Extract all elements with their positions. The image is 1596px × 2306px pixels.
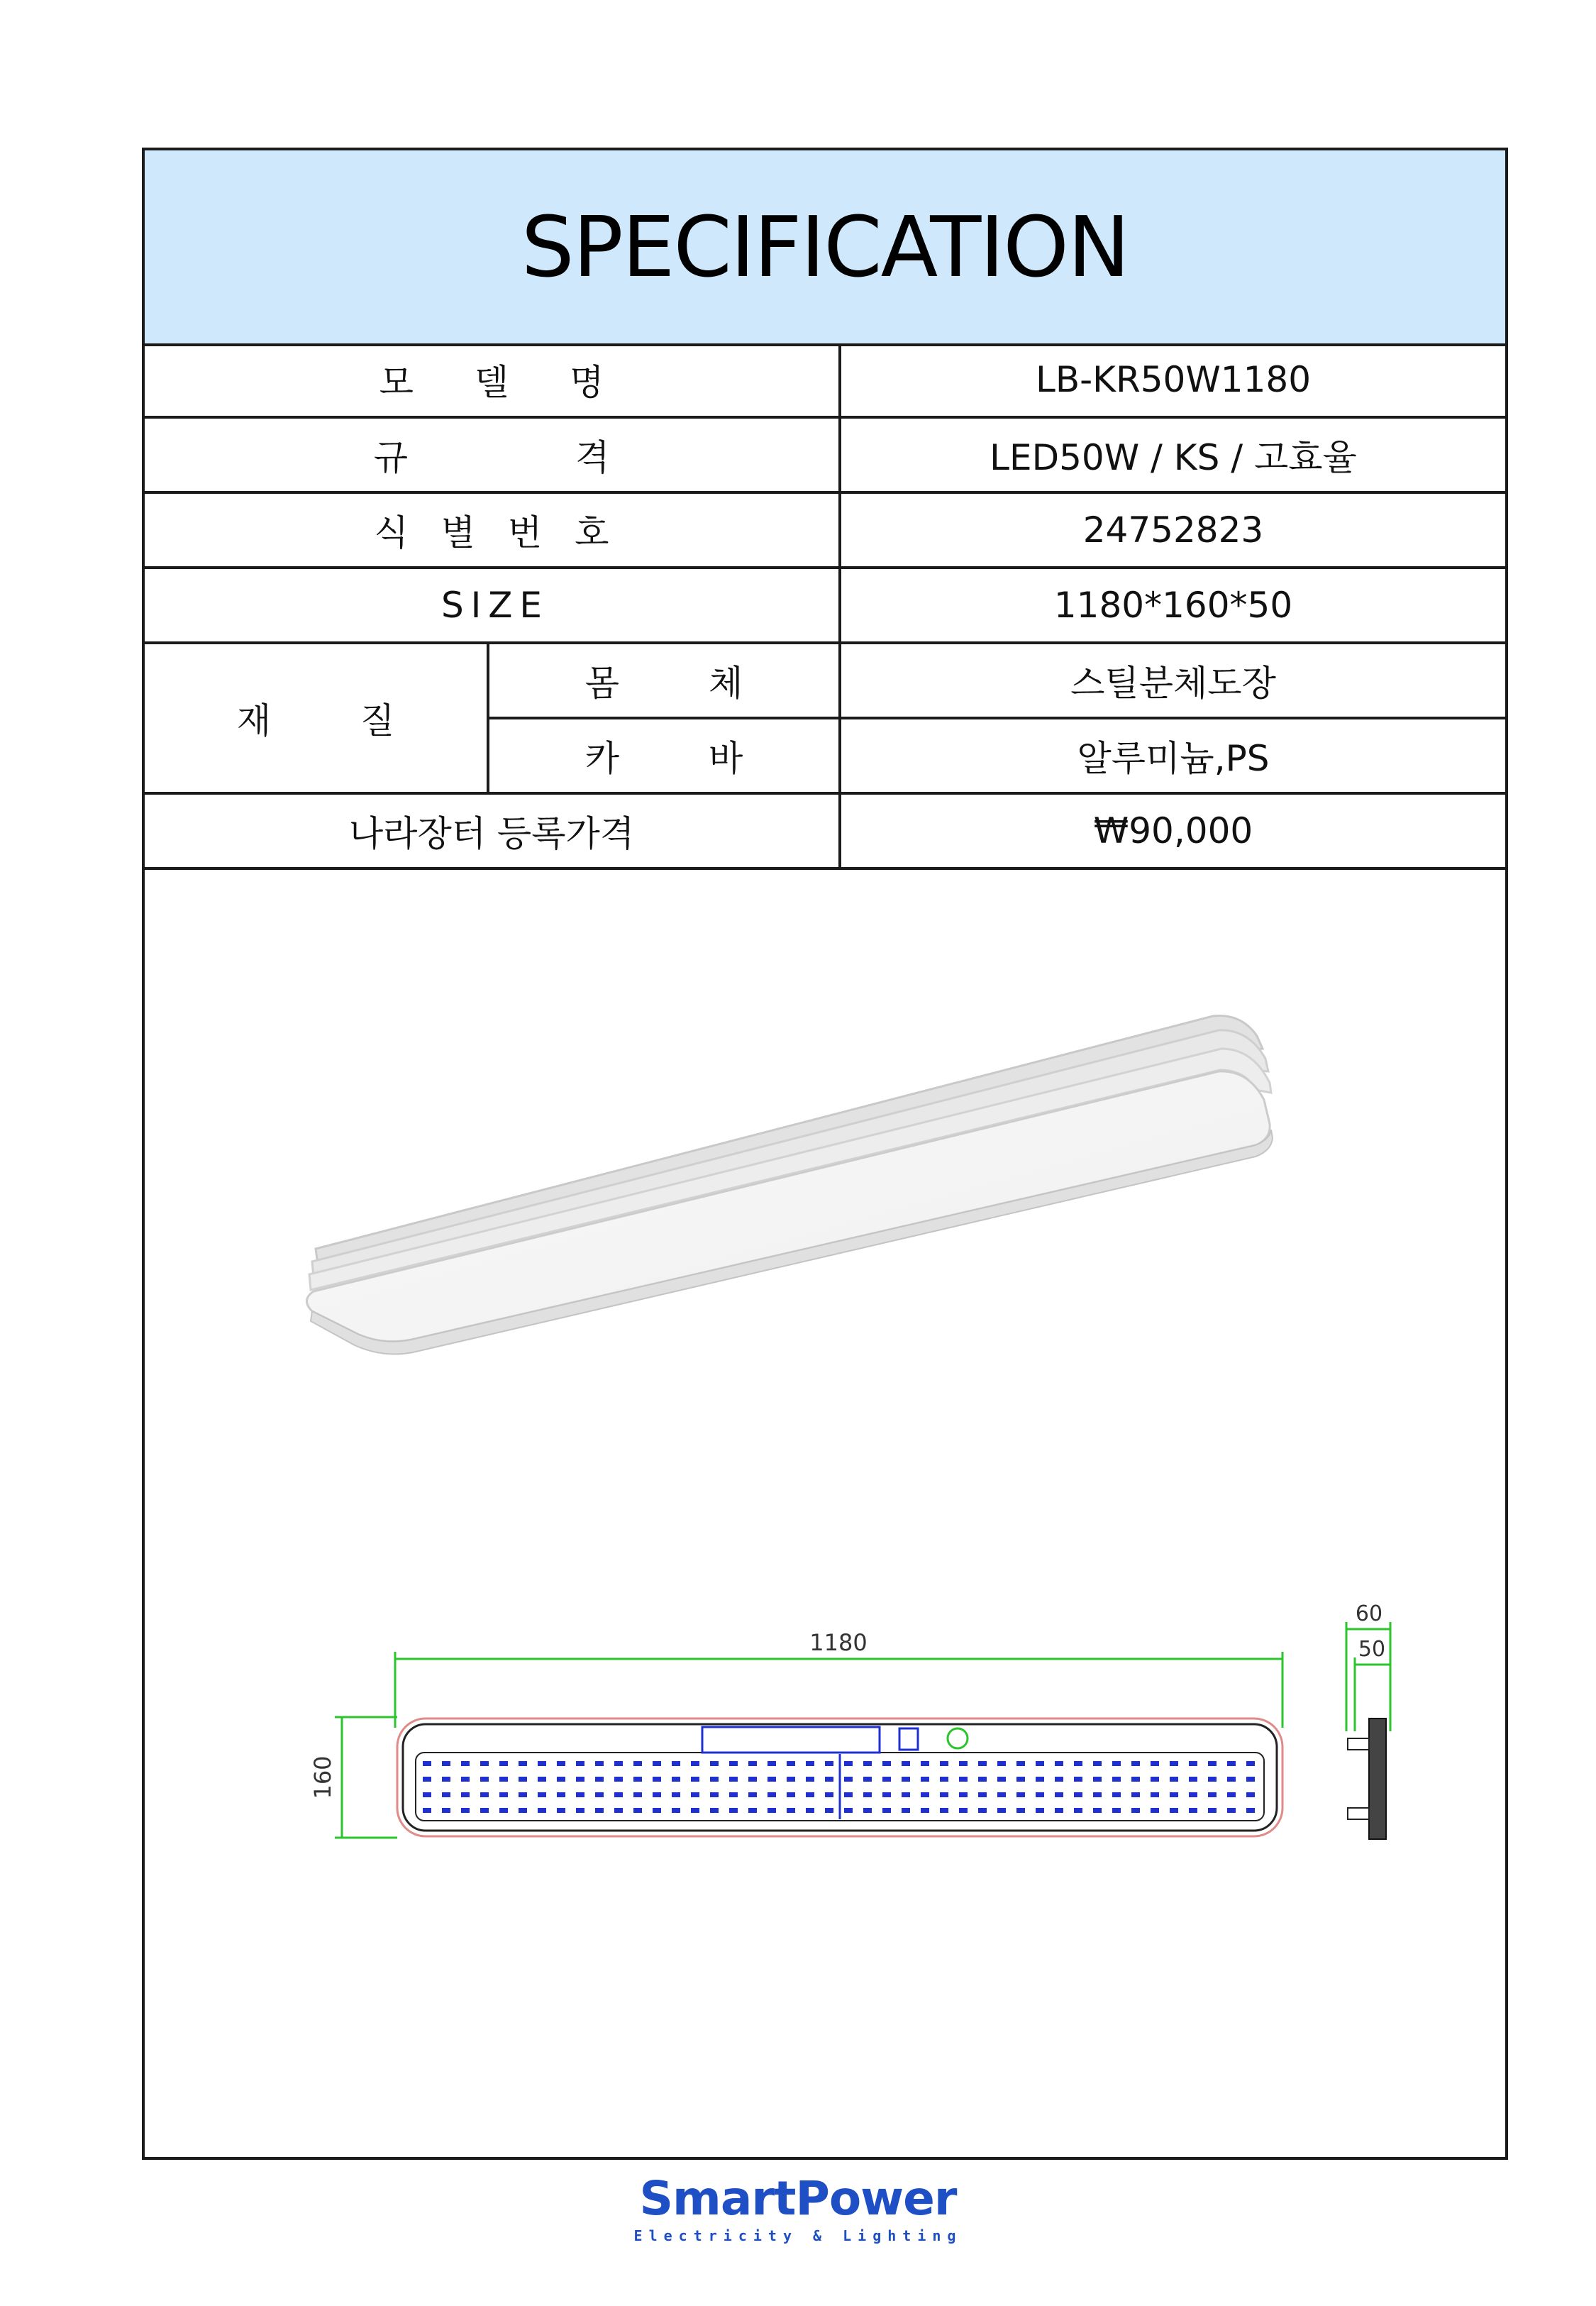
led-chip — [729, 1761, 738, 1766]
logo-tagline: Electricity & Lighting — [633, 2227, 963, 2244]
led-chip — [1016, 1777, 1025, 1782]
led-chip — [1189, 1761, 1197, 1766]
led-chip — [1170, 1808, 1178, 1813]
cover-value: 알루미늄,PS — [840, 718, 1505, 793]
led-chip — [997, 1761, 1006, 1766]
led-chip — [423, 1792, 431, 1797]
brand-logo — [0, 2171, 1596, 2244]
led-chip — [595, 1808, 604, 1813]
led-chip — [1227, 1761, 1236, 1766]
depth-outer-label: 60 — [1355, 1604, 1383, 1626]
led-chip — [825, 1761, 833, 1766]
side-profile — [1369, 1719, 1386, 1839]
led-chip — [633, 1792, 642, 1797]
led-chip — [940, 1761, 948, 1766]
led-chip — [1246, 1808, 1255, 1813]
led-chip — [787, 1808, 795, 1813]
led-chip — [882, 1761, 891, 1766]
led-chip — [767, 1792, 776, 1797]
table-row-size — [145, 568, 1505, 643]
table-row-spec — [145, 417, 1505, 492]
led-chip — [461, 1777, 470, 1782]
led-chip — [442, 1777, 450, 1782]
led-chip — [538, 1761, 546, 1766]
led-chip — [844, 1808, 853, 1813]
led-chip — [1055, 1792, 1063, 1797]
led-chip — [767, 1808, 776, 1813]
terminal-block — [899, 1728, 918, 1750]
led-chip — [1227, 1792, 1236, 1797]
led-chip — [499, 1761, 508, 1766]
led-chip — [653, 1792, 661, 1797]
led-chip — [442, 1761, 450, 1766]
led-chip — [614, 1792, 623, 1797]
led-chip — [519, 1792, 527, 1797]
led-chip — [710, 1808, 719, 1813]
led-chip — [557, 1808, 565, 1813]
led-chip — [1055, 1808, 1063, 1813]
led-chip — [653, 1808, 661, 1813]
led-chip — [1036, 1808, 1044, 1813]
led-chip — [691, 1792, 699, 1797]
led-chip — [1170, 1792, 1178, 1797]
led-chip — [844, 1777, 853, 1782]
led-chip — [1112, 1777, 1121, 1782]
led-chip — [902, 1808, 910, 1813]
led-chip — [921, 1792, 929, 1797]
led-chip — [1170, 1777, 1178, 1782]
led-chip — [519, 1777, 527, 1782]
led-chip — [576, 1761, 584, 1766]
mount-hole — [948, 1728, 968, 1748]
led-chip — [499, 1777, 508, 1782]
table-row-material-body — [145, 643, 1505, 718]
led-chip — [576, 1792, 584, 1797]
led-chip — [538, 1808, 546, 1813]
led-chip — [423, 1777, 431, 1782]
led-chip — [710, 1777, 719, 1782]
led-chip — [461, 1761, 470, 1766]
led-chip — [902, 1792, 910, 1797]
led-chip — [1151, 1777, 1159, 1782]
led-chip — [1208, 1761, 1217, 1766]
led-chip — [1227, 1808, 1236, 1813]
led-chip — [729, 1777, 738, 1782]
led-chip — [1246, 1761, 1255, 1766]
id-value: 24752823 — [840, 492, 1505, 568]
led-chip — [710, 1761, 719, 1766]
spec-label: 규 격 — [145, 417, 840, 492]
led-chip — [480, 1777, 489, 1782]
led-chip — [1074, 1761, 1082, 1766]
led-chip — [1151, 1761, 1159, 1766]
led-chip — [1074, 1792, 1082, 1797]
led-chip — [1151, 1808, 1159, 1813]
led-chip — [1112, 1761, 1121, 1766]
led-chip — [940, 1792, 948, 1797]
led-chip — [787, 1777, 795, 1782]
price-value: ₩90,000 — [840, 793, 1505, 868]
id-label: 식 별 번 호 — [145, 492, 840, 568]
table-row-price — [145, 793, 1505, 868]
led-chip — [423, 1808, 431, 1813]
led-chip — [614, 1761, 623, 1766]
led-chip — [557, 1761, 565, 1766]
led-chip — [748, 1792, 757, 1797]
led-chip — [1131, 1808, 1140, 1813]
led-chip — [1131, 1777, 1140, 1782]
led-chip — [978, 1808, 987, 1813]
led-chip — [978, 1792, 987, 1797]
led-chip — [595, 1792, 604, 1797]
spec-value: LED50W / KS / 고효율 — [840, 417, 1505, 492]
size-value: 1180*160*50 — [840, 568, 1505, 643]
led-chip — [423, 1761, 431, 1766]
led-chip — [480, 1761, 489, 1766]
led-chip — [1189, 1808, 1197, 1813]
led-chip — [1246, 1792, 1255, 1797]
led-chip — [499, 1808, 508, 1813]
model-label: 모 델 명 — [145, 343, 840, 417]
led-chip — [519, 1761, 527, 1766]
led-chip — [1131, 1761, 1140, 1766]
led-chip — [921, 1777, 929, 1782]
length-label: 1180 — [809, 1629, 868, 1656]
led-chip — [519, 1808, 527, 1813]
led-chip — [1246, 1777, 1255, 1782]
led-chip — [1112, 1792, 1121, 1797]
side-bracket-bottom — [1348, 1808, 1369, 1819]
led-chip — [959, 1761, 968, 1766]
led-chip — [844, 1761, 853, 1766]
spec-table — [145, 343, 1505, 870]
led-chip — [844, 1792, 853, 1797]
led-chip — [806, 1808, 814, 1813]
led-chip — [653, 1777, 661, 1782]
led-chip — [538, 1792, 546, 1797]
cover-label: 카 바 — [488, 718, 840, 793]
led-chip — [1189, 1777, 1197, 1782]
led-chip — [442, 1792, 450, 1797]
side-bracket-top — [1348, 1738, 1369, 1750]
diffuser-panel — [306, 1071, 1270, 1342]
led-chip — [614, 1808, 623, 1813]
led-chip — [729, 1792, 738, 1797]
led-chip — [806, 1761, 814, 1766]
led-chip — [1093, 1777, 1102, 1782]
led-chip — [672, 1761, 680, 1766]
led-chip — [1093, 1792, 1102, 1797]
product-image — [284, 993, 1348, 1391]
led-chip — [595, 1777, 604, 1782]
body-label: 몸 체 — [488, 643, 840, 718]
led-chip — [672, 1808, 680, 1813]
led-chip — [538, 1777, 546, 1782]
size-label: S I Z E — [145, 568, 840, 643]
page-title: SPECIFICATION — [521, 198, 1129, 296]
led-chip — [1016, 1761, 1025, 1766]
table-row-model — [145, 343, 1505, 417]
led-chip — [863, 1792, 872, 1797]
led-chip — [729, 1808, 738, 1813]
led-chip — [959, 1808, 968, 1813]
table-row-id — [145, 492, 1505, 568]
title-bar — [145, 150, 1505, 346]
led-chip — [1016, 1808, 1025, 1813]
led-chip — [1036, 1761, 1044, 1766]
led-chip — [691, 1808, 699, 1813]
led-chip — [825, 1777, 833, 1782]
technical-drawing — [284, 1604, 1419, 1887]
driver-box — [702, 1727, 880, 1753]
led-chip — [461, 1792, 470, 1797]
led-chip — [882, 1777, 891, 1782]
led-chip — [1131, 1792, 1140, 1797]
led-chip — [557, 1792, 565, 1797]
led-chip — [787, 1761, 795, 1766]
led-chip — [595, 1761, 604, 1766]
led-chip — [863, 1777, 872, 1782]
led-chip — [480, 1808, 489, 1813]
led-chip — [997, 1777, 1006, 1782]
led-chip — [1093, 1808, 1102, 1813]
led-chip — [1170, 1761, 1178, 1766]
led-chip — [1208, 1808, 1217, 1813]
led-chip — [1074, 1808, 1082, 1813]
depth-inner-label: 50 — [1358, 1637, 1386, 1662]
led-chip — [940, 1777, 948, 1782]
led-chip — [806, 1777, 814, 1782]
led-chip — [1208, 1792, 1217, 1797]
led-chip — [633, 1761, 642, 1766]
led-chip — [1036, 1777, 1044, 1782]
led-chip — [978, 1777, 987, 1782]
led-chip — [863, 1761, 872, 1766]
led-chip — [978, 1761, 987, 1766]
led-chip — [1016, 1792, 1025, 1797]
led-chip — [787, 1792, 795, 1797]
led-chip — [461, 1808, 470, 1813]
led-chip — [1036, 1792, 1044, 1797]
led-chip — [863, 1808, 872, 1813]
led-chip — [825, 1792, 833, 1797]
led-chip — [959, 1792, 968, 1797]
led-chip — [940, 1808, 948, 1813]
led-chip — [921, 1808, 929, 1813]
led-chip — [1227, 1777, 1236, 1782]
led-chip — [882, 1808, 891, 1813]
led-chip — [959, 1777, 968, 1782]
led-chip — [748, 1761, 757, 1766]
led-chip — [653, 1761, 661, 1766]
led-chip — [767, 1777, 776, 1782]
led-chip — [499, 1792, 508, 1797]
led-chip — [633, 1777, 642, 1782]
led-chip — [672, 1777, 680, 1782]
led-chip — [748, 1777, 757, 1782]
led-chip — [767, 1761, 776, 1766]
led-chip — [825, 1808, 833, 1813]
led-chip — [921, 1761, 929, 1766]
led-chip — [557, 1777, 565, 1782]
led-chip — [1112, 1808, 1121, 1813]
led-chip — [997, 1792, 1006, 1797]
led-chip — [902, 1777, 910, 1782]
material-label: 재 질 — [145, 643, 488, 793]
led-chip — [576, 1777, 584, 1782]
led-chip — [1074, 1777, 1082, 1782]
model-value: LB-KR50W1180 — [840, 343, 1505, 417]
led-chip — [1208, 1777, 1217, 1782]
led-chip — [633, 1808, 642, 1813]
led-chip — [442, 1808, 450, 1813]
led-chip — [691, 1761, 699, 1766]
led-chip — [806, 1792, 814, 1797]
led-chip — [997, 1808, 1006, 1813]
led-chip — [480, 1792, 489, 1797]
led-chip — [1151, 1792, 1159, 1797]
led-chip — [1093, 1761, 1102, 1766]
led-chip — [576, 1808, 584, 1813]
width-label: 160 — [309, 1755, 336, 1799]
led-chip — [902, 1761, 910, 1766]
price-label: 나라장터 등록가격 — [145, 793, 840, 868]
led-chip — [614, 1777, 623, 1782]
led-chip — [882, 1792, 891, 1797]
led-chip — [1055, 1761, 1063, 1766]
led-chip — [691, 1777, 699, 1782]
led-chip — [1189, 1792, 1197, 1797]
led-chip — [672, 1792, 680, 1797]
led-chip — [1055, 1777, 1063, 1782]
body-value: 스틸분체도장 — [840, 643, 1505, 718]
logo-brand: SmartPower — [639, 2171, 957, 2226]
led-chip — [748, 1808, 757, 1813]
led-chip — [710, 1792, 719, 1797]
